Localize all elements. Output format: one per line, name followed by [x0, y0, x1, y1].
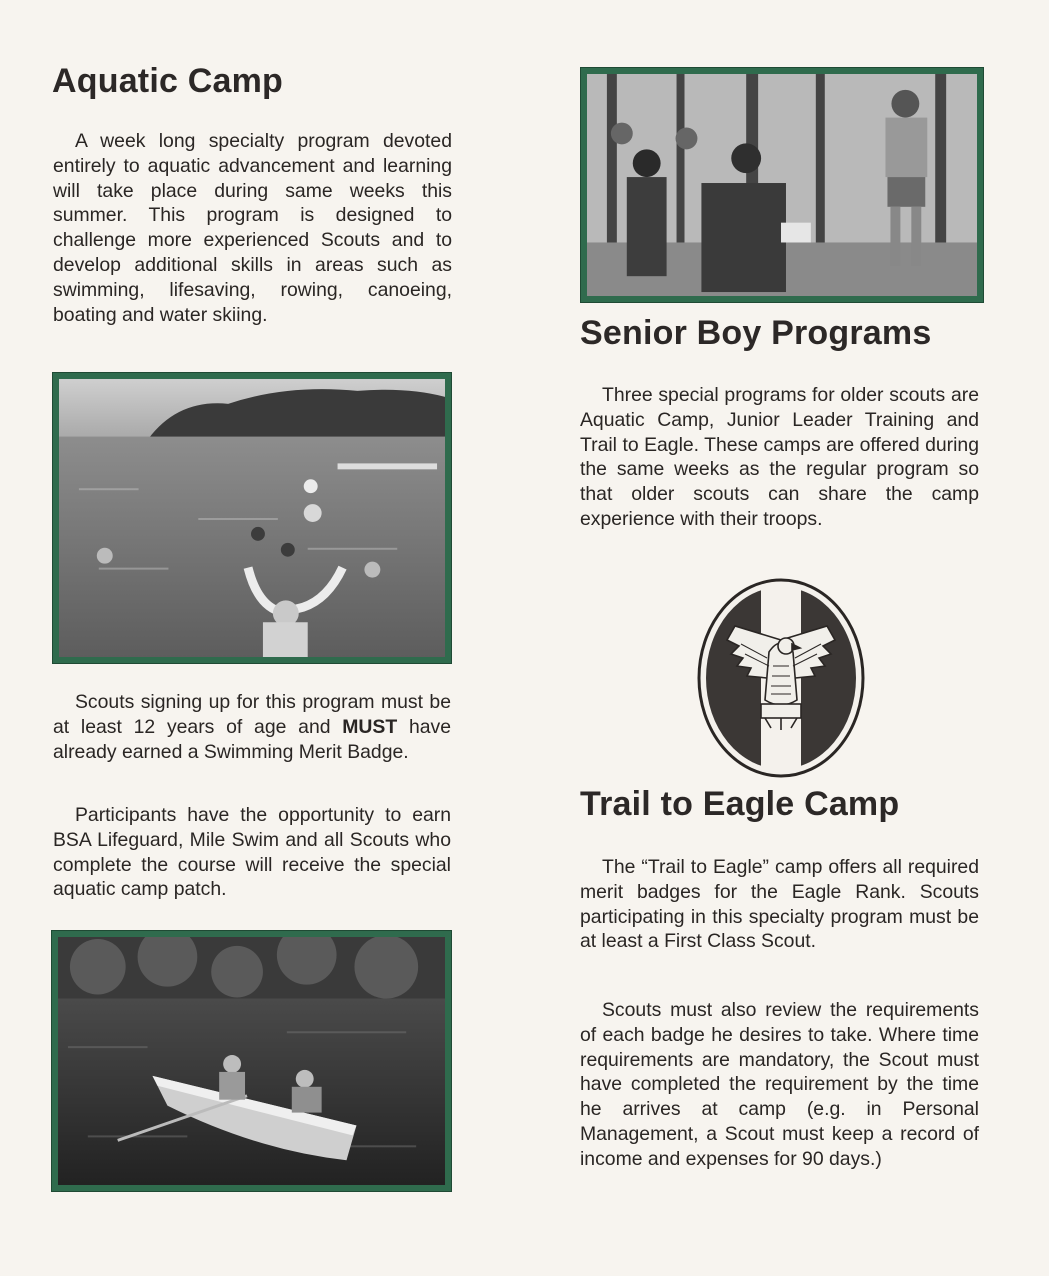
aquatic-camp-intro: A week long specialty program devoted entirely to aquatic advancement and learning will take place during same weeks this summer. This program is designed to challenge more experienced Scouts and to develop additional skills in areas such as swimming, lifesaving, rowing, canoeing, boating and water skiing.: [53, 130, 452, 326]
forest-photo: [580, 67, 984, 303]
rowboat-photo: [51, 930, 452, 1192]
requirement-text-end: have already earned a Swimming Merit Badge.: [53, 715, 452, 763]
aquatic-camp-participants: Participants have the opportunity to earn BSA Lifeguard, Mile Swim and all Scouts who complete the course will receive the special aquatic camp patch.: [53, 804, 451, 901]
aquatic-camp-requirement: [53, 690, 451, 764]
aquatic-camp-title: Aquatic Camp: [52, 62, 283, 100]
requirement-text-start: Scouts signing up for this program must be at least 12 years of age and: [53, 691, 451, 738]
senior-boy-programs-title: Senior Boy Programs: [580, 314, 932, 352]
senior-boy-programs-text: Three special programs for older scouts are Aquatic Camp, Junior Leader Training and Trail to Eagle. These camps are offered during the same weeks as the regular program so that older scouts can share the camp experience with their troops.: [580, 384, 979, 530]
swimming-photo: [52, 372, 452, 664]
trail-to-eagle-text-1: The “Trail to Eagle” camp offers all required merit badges for the Eagle Rank. Scouts participating in this specialty program must be at least a First Class Scout.: [580, 856, 979, 953]
requirement-emphasis: MUST: [342, 715, 398, 738]
trail-to-eagle-title: Trail to Eagle Camp: [580, 785, 900, 823]
trail-to-eagle-text-2: Scouts must also review the requirements of each badge he desires to take. Where time requirements are mandatory, the Scout must have completed the requirement by the time he arrives at camp (e.g. in Personal Management, a Scout must keep a record of income and expenses for 90 days.): [580, 999, 979, 1170]
eagle-scout-emblem: [697, 578, 865, 778]
